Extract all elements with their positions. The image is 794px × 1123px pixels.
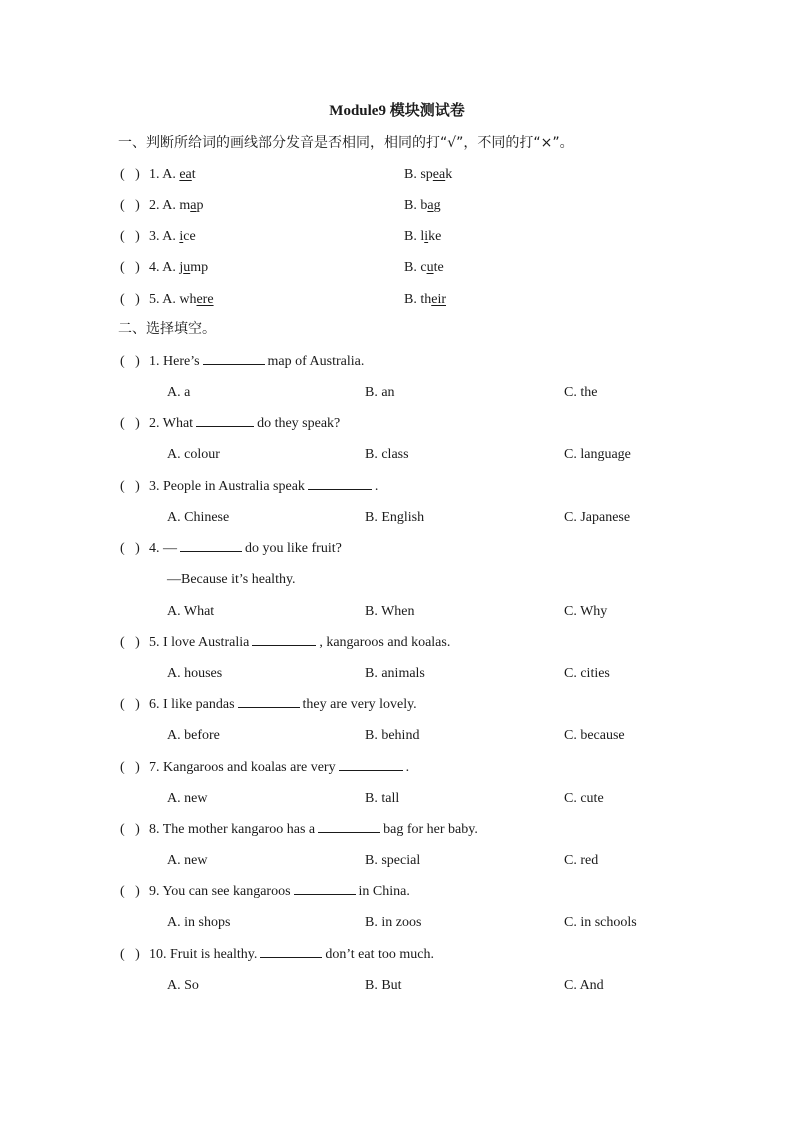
question-stem-start: 10. Fruit is healthy. [149, 947, 258, 962]
question-stem-end: map of Australia. [267, 354, 365, 369]
answer-parentheses[interactable]: ( ) [120, 541, 140, 556]
option-a[interactable]: A. Chinese [167, 510, 230, 525]
question-stem-end: they are very lovely. [302, 697, 417, 712]
option-c[interactable]: C. cute [564, 791, 604, 806]
answer-options [167, 383, 727, 403]
answer-blank[interactable] [294, 882, 356, 895]
question-item [120, 820, 478, 840]
answer-parentheses[interactable]: ( ) [120, 292, 140, 307]
question-item [120, 758, 409, 778]
question-stem-end: , kangaroos and koalas. [319, 635, 451, 650]
option-b[interactable]: B. special [365, 853, 421, 868]
option-a[interactable]: A. a [167, 385, 191, 400]
question-stem-end: in China. [358, 884, 410, 899]
option-b[interactable]: B. animals [365, 666, 425, 681]
answer-options [167, 726, 727, 746]
phonics-item [120, 227, 442, 247]
item-number: 4. A. [149, 260, 176, 275]
word-b: B. bag [404, 198, 441, 213]
answer-parentheses[interactable]: ( ) [120, 260, 140, 275]
underlined-sound: a [190, 198, 197, 213]
underlined-sound: u [426, 260, 434, 275]
option-c[interactable]: C. Why [564, 604, 608, 619]
option-a[interactable]: A. What [167, 604, 215, 619]
phonics-item [120, 196, 441, 216]
question-stem-start: 4. — [149, 541, 177, 556]
answer-parentheses[interactable]: ( ) [120, 760, 140, 775]
question-stem-start: 6. I like pandas [149, 697, 235, 712]
question-stem-start: 5. I love Australia [149, 635, 250, 650]
answer-blank[interactable] [196, 414, 254, 427]
question-stem-end: . [405, 760, 410, 775]
word-b: B. cute [404, 260, 444, 275]
answer-parentheses[interactable]: ( ) [120, 229, 140, 244]
option-c[interactable]: C. because [564, 728, 625, 743]
question-item [120, 633, 450, 653]
answer-options [167, 508, 727, 528]
underlined-sound: eir [431, 292, 446, 307]
question-item [120, 414, 340, 434]
answer-options [167, 976, 727, 996]
word-a: map [179, 198, 204, 213]
answer-parentheses[interactable]: ( ) [120, 697, 140, 712]
phonics-item [120, 290, 446, 310]
answer-options [167, 445, 727, 465]
option-b[interactable]: B. in zoos [365, 915, 422, 930]
word-a: jump [179, 260, 209, 275]
answer-blank[interactable] [308, 477, 372, 490]
answer-blank[interactable] [238, 695, 300, 708]
answer-parentheses[interactable]: ( ) [120, 884, 140, 899]
word-a: ice [179, 229, 196, 244]
phonics-item [120, 165, 453, 185]
word-b: B. like [404, 229, 442, 244]
word-b: B. speak [404, 167, 453, 182]
answer-parentheses[interactable]: ( ) [120, 822, 140, 837]
option-a[interactable]: A. new [167, 853, 208, 868]
answer-parentheses[interactable]: ( ) [120, 416, 140, 431]
word-a: where [179, 292, 214, 307]
option-b[interactable]: B. behind [365, 728, 420, 743]
question-stem-end: do you like fruit? [245, 541, 342, 556]
option-c[interactable]: C. language [564, 447, 631, 462]
option-c[interactable]: C. in schools [564, 915, 637, 930]
answer-blank[interactable] [252, 633, 316, 646]
underlined-sound: ea [432, 167, 446, 182]
option-c[interactable]: C. the [564, 385, 598, 400]
answer-blank[interactable] [339, 758, 403, 771]
option-c[interactable]: C. Japanese [564, 510, 631, 525]
item-number: 2. A. [149, 198, 176, 213]
option-a[interactable]: A. before [167, 728, 220, 743]
option-c[interactable]: C. red [564, 853, 599, 868]
option-b[interactable]: B. class [365, 447, 409, 462]
answer-options [167, 789, 727, 809]
answer-blank[interactable] [180, 539, 242, 552]
option-a[interactable]: A. new [167, 791, 208, 806]
answer-parentheses[interactable]: ( ) [120, 479, 140, 494]
option-c[interactable]: C. cities [564, 666, 610, 681]
item-number: 3. A. [149, 229, 176, 244]
answer-options [167, 851, 727, 871]
underlined-sound: i [424, 229, 429, 244]
answer-parentheses[interactable]: ( ) [120, 167, 140, 182]
question-stem-start: 9. You can see kangaroos [149, 884, 291, 899]
option-b[interactable]: B. an [365, 385, 395, 400]
question-stem-start: 1. Here’s [149, 354, 200, 369]
option-c[interactable]: C. And [564, 978, 604, 993]
answer-parentheses[interactable]: ( ) [120, 635, 140, 650]
question-stem-start: 8. The mother kangaroo has a [149, 822, 316, 837]
question-item [120, 945, 434, 965]
answer-options [167, 602, 727, 622]
answer-parentheses[interactable]: ( ) [120, 198, 140, 213]
option-a[interactable]: A. So [167, 978, 199, 993]
option-b[interactable]: B. tall [365, 791, 400, 806]
question-stem-start: 3. People in Australia speak [149, 479, 305, 494]
answer-blank[interactable] [260, 945, 322, 958]
answer-options [167, 913, 727, 933]
question-stem-end: bag for her baby. [383, 822, 478, 837]
page-title: Module9 模块测试卷 [329, 103, 465, 119]
answer-parentheses[interactable]: ( ) [120, 947, 140, 962]
question-item [120, 352, 364, 372]
question-item [120, 695, 417, 715]
question-stem-end: do they speak? [257, 416, 341, 431]
option-a[interactable]: A. in shops [167, 915, 231, 930]
question-item [120, 477, 378, 497]
underlined-sound: ea [179, 167, 192, 182]
item-number: 5. A. [149, 292, 176, 307]
word-a: eat [179, 167, 196, 182]
option-a[interactable]: A. houses [167, 666, 223, 681]
item-number: 1. A. [149, 167, 176, 182]
option-b[interactable]: B. When [365, 604, 415, 619]
underlined-sound: ere [196, 292, 214, 307]
underlined-sound: u [183, 260, 191, 275]
answer-blank[interactable] [318, 820, 380, 833]
dialogue-reply: —Because it’s healthy. [167, 572, 296, 587]
question-item [120, 539, 342, 559]
underlined-sound: i [179, 229, 184, 244]
answer-parentheses[interactable]: ( ) [120, 354, 140, 369]
section1-heading: 一、判断所给词的画线部分发音是否相同，相同的打“√”，不同的打“×”。 [118, 135, 574, 151]
option-b[interactable]: B. English [365, 510, 425, 525]
option-a[interactable]: A. colour [167, 447, 220, 462]
answer-blank[interactable] [203, 352, 265, 365]
question-stem-start: 7. Kangaroos and koalas are very [149, 760, 336, 775]
underlined-sound: a [427, 198, 434, 213]
question-stem-end: . [374, 479, 379, 494]
option-b[interactable]: B. But [365, 978, 402, 993]
answer-options [167, 664, 727, 684]
phonics-item [120, 258, 444, 278]
section2-heading: 二、选择填空。 [118, 321, 216, 337]
question-stem-start: 2. What [149, 416, 194, 431]
question-stem-end: don’t eat too much. [325, 947, 434, 962]
question-item [120, 882, 410, 902]
word-b: B. their [404, 292, 446, 307]
